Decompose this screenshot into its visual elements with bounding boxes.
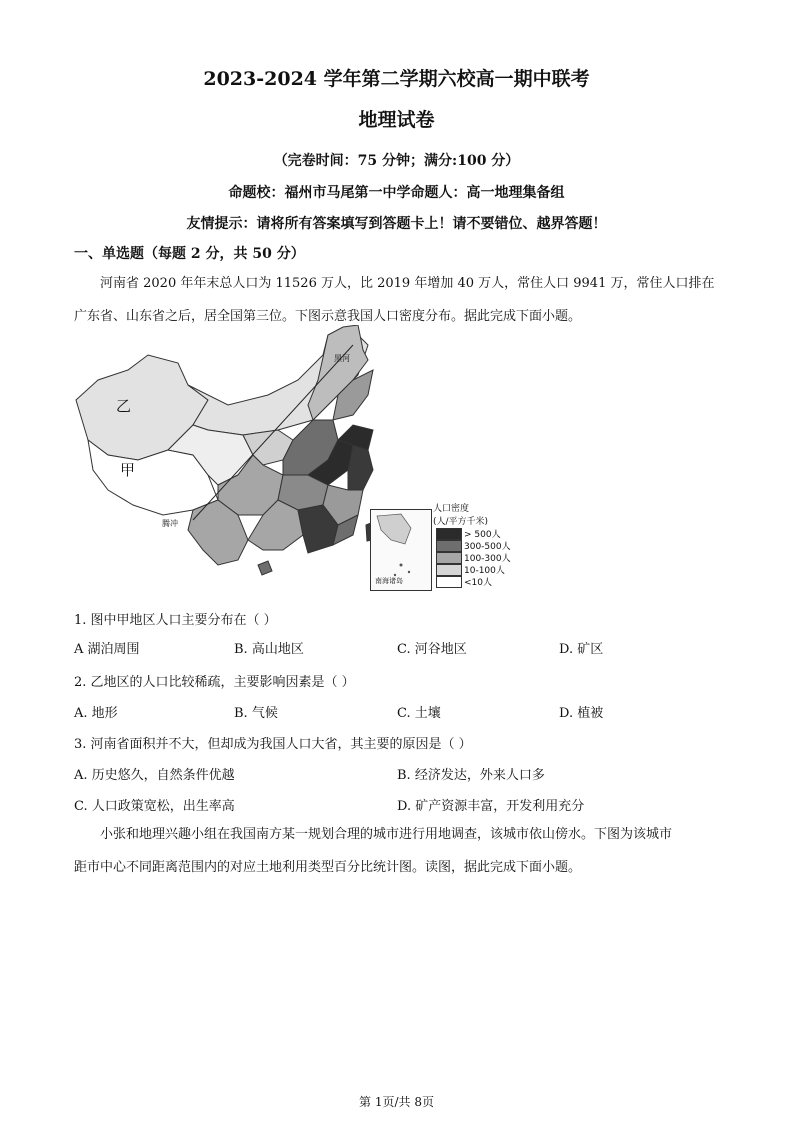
q2-option-b[interactable]: B. 气候 xyxy=(234,706,278,721)
legend-swatch-300-500 xyxy=(436,540,462,552)
q3-option-a[interactable]: A. 历史悠久，自然条件优越 xyxy=(74,768,235,783)
intro-line-2: 广东省、山东省之后，居全国第三位。下图示意我国人口密度分布。据此完成下面小题。 xyxy=(74,309,582,324)
q3-option-b[interactable]: B. 经济发达，外来人口多 xyxy=(397,768,545,783)
intro-paragraph xyxy=(74,267,724,333)
subject-title: 地理试卷 xyxy=(358,109,435,131)
label-yi: 乙 xyxy=(116,397,132,415)
author-info: 命题校：福州市马尾第一中学命题人：高一地理集备组 xyxy=(228,185,565,201)
time-info: （完卷时间：75 分钟；满分:100 分） xyxy=(273,153,520,169)
inset-islands-2 xyxy=(408,571,410,573)
question-3-stem: 3. 河南省面积并不大，但却成为我国人口大省，其主要的原因是（ ） xyxy=(74,737,472,752)
legend-swatch-100-300 xyxy=(436,552,462,564)
question-2-stem: 2. 乙地区的人口比较稀疏，主要影响因素是（ ） xyxy=(74,675,355,690)
q1-option-b[interactable]: B. 高山地区 xyxy=(234,642,304,657)
legend-label: 10-100人 xyxy=(464,566,505,576)
legend-label: 100-300人 xyxy=(464,554,511,564)
region-east xyxy=(348,445,373,490)
inset-label: 南海诸岛 xyxy=(375,577,403,585)
region-hainan xyxy=(258,561,272,575)
label-jia: 甲 xyxy=(120,461,136,479)
question-1-stem: 1. 图中甲地区人口主要分布在（ ） xyxy=(74,613,277,628)
scenario-line-1: 小张和地理兴趣小组在我国南方某一规划合理的城市进行用地调查，该城市依山傍水。下图为该城市 xyxy=(100,827,673,842)
q2-option-d[interactable]: D. 植被 xyxy=(559,706,604,721)
inset-islands xyxy=(400,564,403,567)
legend-label: 300-500人 xyxy=(464,542,511,552)
legend-title-1: 人口密度 xyxy=(433,504,470,514)
label-tengchong: 腾冲 xyxy=(162,519,178,528)
legend-title xyxy=(433,501,488,527)
q1-option-d[interactable]: D. 矿区 xyxy=(559,642,604,657)
inset-coast xyxy=(377,514,411,544)
section-heading: 一、单选题（每题 2 分，共 50 分） xyxy=(74,246,305,262)
q1-option-a[interactable]: A 湖泊周围 xyxy=(74,642,140,657)
legend-swatch-500plus xyxy=(436,528,462,540)
q3-option-d[interactable]: D. 矿产资源丰富，开发利用充分 xyxy=(397,799,585,814)
q2-option-c[interactable]: C. 土壤 xyxy=(397,706,441,721)
legend-swatch-10-100 xyxy=(436,564,462,576)
legend-swatch-under10 xyxy=(436,576,462,588)
exam-title: 2023-2024 学年第二学期六校高一期中联考 xyxy=(203,68,590,90)
legend-title-2: (人/平方千米) xyxy=(433,517,489,527)
intro-line-1: 河南省 2020 年年末总人口为 11526 万人，比 2019 年增加 40 万人，常住人口 9941 万，常住人口排在 xyxy=(100,276,715,291)
page-number: 第 1页/共 8页 xyxy=(359,1095,434,1109)
q1-option-c[interactable]: C. 河谷地区 xyxy=(397,642,467,657)
tip-text: 友情提示：请将所有答案填写到答题卡上！请不要错位、越界答题！ xyxy=(186,216,607,232)
south-china-sea-inset xyxy=(370,509,432,591)
q2-option-a[interactable]: A. 地形 xyxy=(74,706,118,721)
q3-option-c[interactable]: C. 人口政策宽松，出生率高 xyxy=(74,799,235,814)
label-heihe: 黑河 xyxy=(334,354,350,363)
scenario-paragraph xyxy=(74,818,724,884)
legend-label: > 500人 xyxy=(464,530,501,540)
legend-label: <10人 xyxy=(464,578,492,588)
scenario-line-2: 距市中心不同距离范围内的对应土地利用类型百分比统计图。读图，据此完成下面小题。 xyxy=(74,860,582,875)
